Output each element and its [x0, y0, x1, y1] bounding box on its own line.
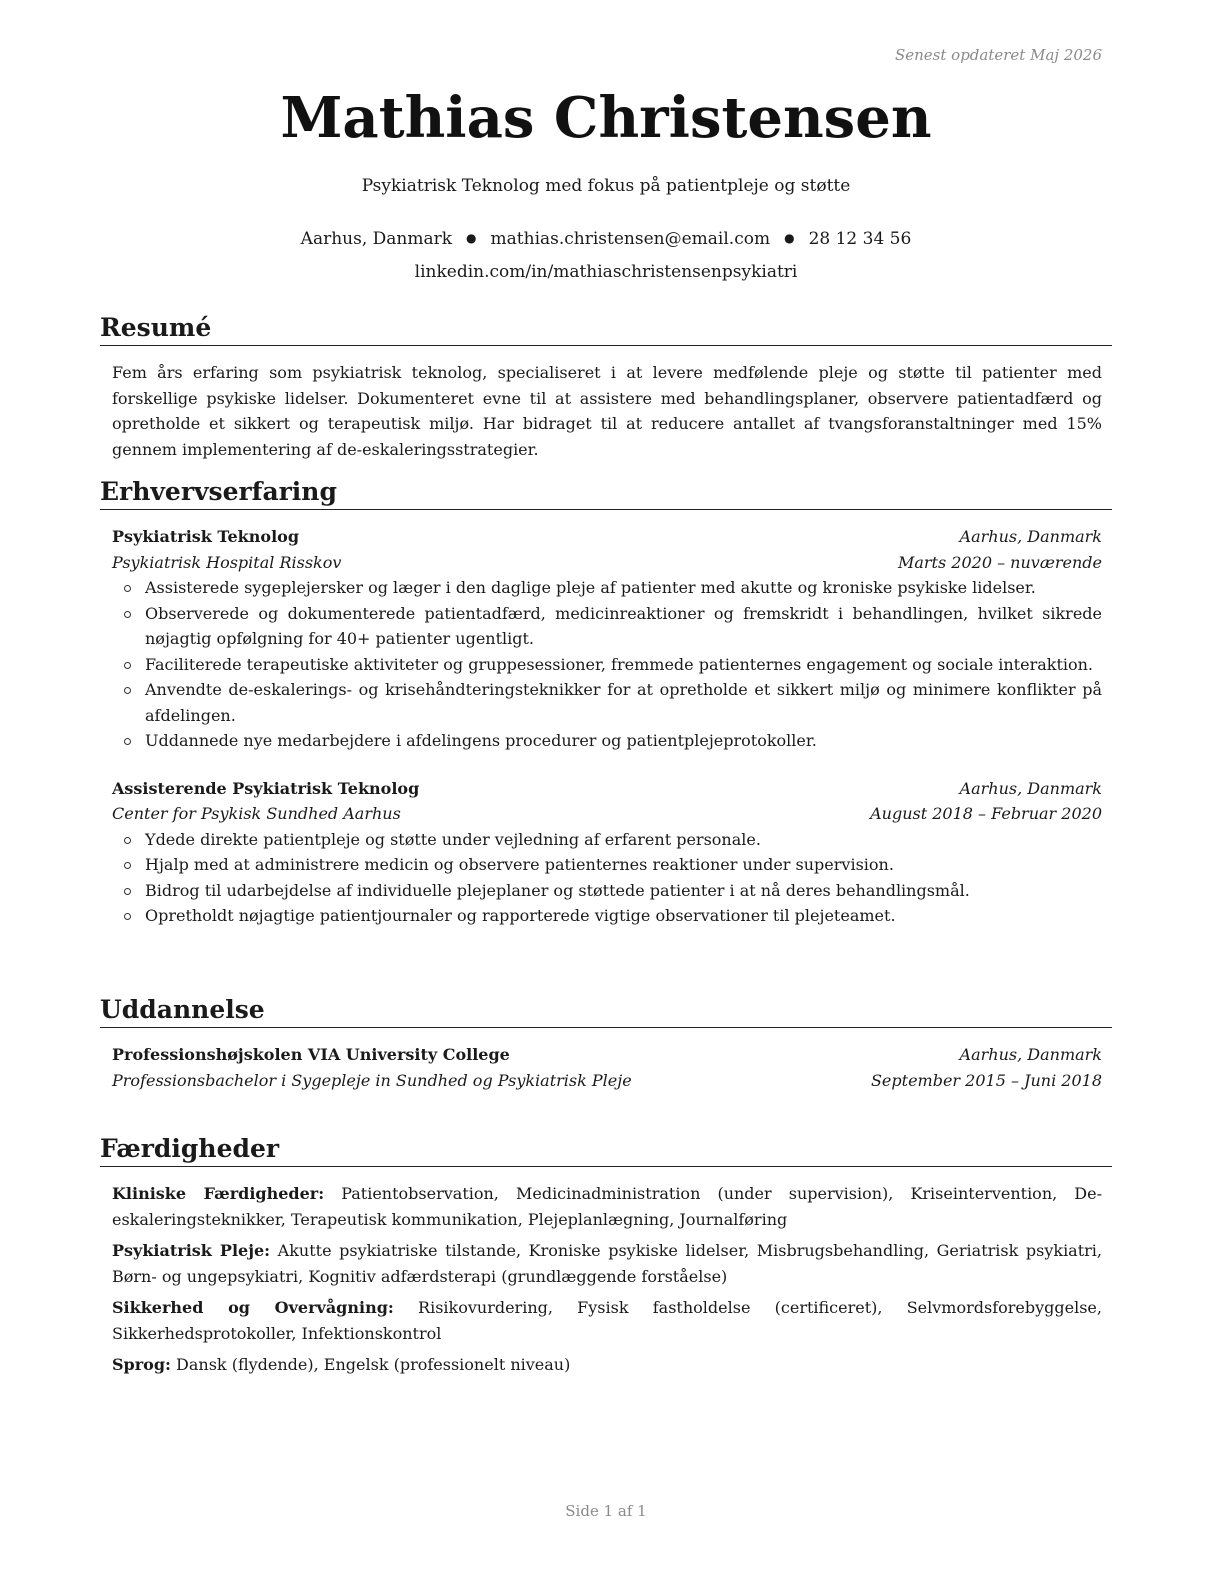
skill-text: Patientobservation, Medicinadministration (under supervision), Kriseintervention, De-eskaleringsteknikker, Terapeutisk kommunikation, Plejeplanlægning, Journalføring	[112, 1184, 1102, 1229]
section-heading: Uddannelse	[100, 994, 1112, 1028]
job-title: Psykiatrisk Teknolog	[112, 527, 300, 546]
section-heading: Erhvervserfaring	[100, 476, 1112, 510]
skill-label: Sikkerhed og Overvågning:	[112, 1298, 394, 1317]
contact-line	[100, 229, 1112, 249]
summary-section	[100, 312, 1112, 462]
job-location: Aarhus, Danmark	[959, 778, 1102, 798]
school-location: Aarhus, Danmark	[959, 1045, 1102, 1064]
degree: Professionsbachelor i Sygepleje in Sundhed og Psykiatrisk Pleje	[112, 1070, 632, 1090]
list-item: Faciliterede terapeutiske aktiviteter og gruppesessioner, fremmede patienternes engagement og sociale interaktion.	[112, 652, 1102, 678]
skill-label: Kliniske Færdigheder:	[112, 1184, 325, 1203]
list-item: Assisterede sygeplejersker og læger i den daglige pleje af patienter med akutte og kroniske psykiske lidelser.	[112, 575, 1102, 601]
education-section	[100, 994, 1112, 1093]
experience-section	[100, 476, 1112, 929]
candidate-name: Mathias Christensen	[280, 85, 932, 151]
skill-group	[112, 1352, 1102, 1378]
education-dates: September 2015 – Juni 2018	[870, 1070, 1102, 1090]
skill-text: Dansk (flydende), Engelsk (professionelt niveau)	[176, 1355, 571, 1374]
skill-text: Akutte psykiatriske tilstande, Kroniske psykiske lidelser, Misbrugsbehandling, Geriatrisk psykiatri, Børn- og ungepsykiatri, Kognitiv adfærdsterapi (grundlæggende forståelse)	[112, 1241, 1102, 1286]
list-item: Hjalp med at administrere medicin og observere patienternes reaktioner under supervision.	[112, 852, 1102, 878]
summary-text: Fem års erfaring som psykiatrisk teknolog, specialiseret i at levere medfølende pleje og støtte til patienter med forskellige psykiske lidelser. Dokumenteret evne til at assistere med behandlingsplaner, observere patientadfærd og opretholde et sikkert og terapeutisk miljø. Har bidraget til at reducere antallet af tvangsforanstaltninger med 15% gennem implementering af de-eskaleringsstrategier.	[112, 363, 1102, 459]
job-bullets	[112, 827, 1102, 929]
list-item: Ydede direkte patientpleje og støtte under vejledning af erfarent personale.	[112, 827, 1102, 853]
list-item: Bidrog til udarbejdelse af individuelle plejeplaner og støttede patienter i at nå deres behandlingsmål.	[112, 878, 1102, 904]
email-link[interactable]: mathias.christensen@email.com	[490, 229, 771, 249]
education-entry	[112, 1042, 1102, 1093]
skill-label: Sprog:	[112, 1355, 171, 1374]
job-dates: Marts 2020 – nuværende	[897, 552, 1102, 572]
list-item: Anvendte de-eskalerings- og krisehåndteringsteknikker for at opretholde et sikkert miljø og minimere konflikter på afdelingen.	[112, 677, 1102, 728]
school-name: Professionshøjskolen VIA University College	[112, 1045, 510, 1064]
section-heading: Færdigheder	[100, 1133, 1112, 1167]
job-bullets	[112, 575, 1102, 754]
job-entry	[112, 776, 1102, 929]
employer: Center for Psykisk Sundhed Aarhus	[112, 804, 401, 823]
job-entry	[112, 524, 1102, 754]
last-updated: Senest opdateret Maj 2026	[894, 46, 1102, 64]
skill-group	[112, 1238, 1102, 1289]
phone: 28 12 34 56	[808, 229, 912, 249]
list-item: Opretholdt nøjagtige patientjournaler og rapporterede vigtige observationer til plejeteamet.	[112, 903, 1102, 929]
skill-text: Risikovurdering, Fysisk fastholdelse (certificeret), Selvmordsforebyggelse, Sikkerhedsprotokoller, Infektionskontrol	[112, 1298, 1102, 1343]
tagline: Psykiatrisk Teknolog med fokus på patientpleje og støtte	[361, 176, 851, 196]
skill-label: Psykiatrisk Pleje:	[112, 1241, 271, 1260]
skill-group	[112, 1181, 1102, 1232]
bullet-separator-icon: ●	[784, 231, 795, 245]
job-title: Assisterende Psykiatrisk Teknolog	[112, 778, 420, 798]
location: Aarhus, Danmark	[300, 229, 453, 249]
skill-group	[112, 1295, 1102, 1346]
job-location: Aarhus, Danmark	[959, 527, 1102, 546]
resume-page	[100, 0, 1112, 1584]
linkedin-link[interactable]: linkedin.com/in/mathiaschristensenpsykiatri	[414, 262, 798, 282]
page-number: Side 1 af 1	[565, 1502, 647, 1520]
job-dates: August 2018 – Februar 2020	[870, 804, 1102, 823]
skills-section	[100, 1133, 1112, 1378]
bullet-separator-icon: ●	[466, 231, 477, 245]
employer: Psykiatrisk Hospital Risskov	[112, 552, 342, 572]
section-heading: Resumé	[100, 312, 1112, 346]
list-item: Uddannede nye medarbejdere i afdelingens procedurer og patientplejeprotokoller.	[112, 728, 1102, 754]
list-item: Observerede og dokumenterede patientadfærd, medicinreaktioner og fremskridt i behandlingen, hvilket sikrede nøjagtig opfølgning for 40+ patienter ugentligt.	[112, 601, 1102, 652]
